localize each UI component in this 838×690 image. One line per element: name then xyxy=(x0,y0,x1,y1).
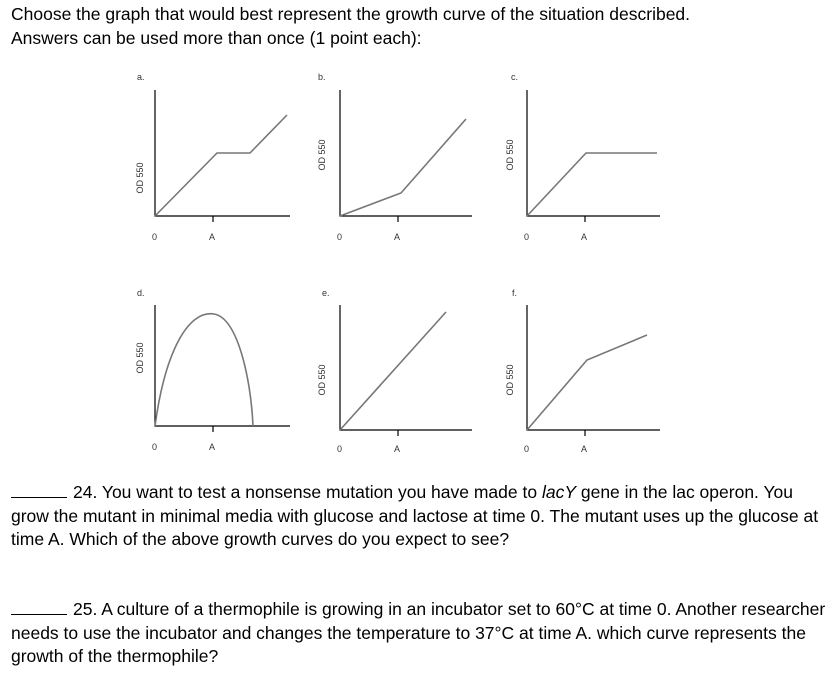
graph-e-curve xyxy=(340,312,446,430)
question-24-number: 24. xyxy=(73,482,98,502)
question-24-answer-blank[interactable] xyxy=(11,481,67,498)
graph-e-axes xyxy=(340,305,472,430)
graph-c-curve xyxy=(527,153,657,216)
graph-d-curve xyxy=(155,314,253,426)
graph-a-time-A-label: A xyxy=(209,232,216,242)
graph-a-curve xyxy=(155,115,287,216)
graph-a-origin-label: 0 xyxy=(152,232,158,242)
question-25-answer-blank[interactable] xyxy=(11,598,67,615)
graph-c xyxy=(505,72,660,242)
graph-e xyxy=(317,288,472,454)
graph-b-label: b. xyxy=(318,72,326,82)
graph-e-label: e. xyxy=(322,288,330,298)
question-25 xyxy=(11,598,826,669)
graph-b-curve xyxy=(340,119,466,216)
instructions-line-2: Answers can be used more than once (1 point each): xyxy=(11,28,422,48)
graph-f-axes xyxy=(527,305,660,430)
graph-c-time-A-label: A xyxy=(581,232,588,242)
graph-c-origin-label: 0 xyxy=(524,232,530,242)
graph-f xyxy=(505,288,660,454)
graph-b xyxy=(317,72,472,242)
graph-a xyxy=(135,72,290,242)
graph-b-origin-label: 0 xyxy=(337,232,343,242)
graph-d-time-A-label: A xyxy=(209,442,216,452)
graph-d-y-axis-label: OD 550 xyxy=(135,342,145,374)
graph-d-label: d. xyxy=(137,288,145,298)
question-24-text-before: You want to test a nonsense mutation you have made to xyxy=(101,482,542,502)
graph-a-y-axis-label: OD 550 xyxy=(135,162,145,194)
graph-d-origin-label: 0 xyxy=(152,442,158,452)
question-25-text: A culture of a thermophile is growing in an incubator set to 60°C at time 0. Another researcher needs to use the incubator and changes the temperature to 37°C at time A. which curve represents the growth of the thermophile? xyxy=(11,599,826,666)
graph-d-axes xyxy=(155,305,290,426)
question-24-text-after: gene in the lac operon. You grow the mutant in minimal media with glucose and lactose at time 0. The mutant uses up the glucose at time A. Which of the above growth curves do you expect to see? xyxy=(11,482,819,549)
graph-f-curve xyxy=(527,335,647,430)
graph-f-origin-label: 0 xyxy=(524,444,530,454)
graph-f-label: f. xyxy=(512,288,518,298)
graph-b-axes xyxy=(340,90,472,216)
instructions-line-1: Choose the graph that would best represent the growth curve of the situation described. xyxy=(11,4,691,24)
graph-c-label: c. xyxy=(511,72,519,82)
question-24 xyxy=(11,481,826,552)
graph-b-time-A-label: A xyxy=(394,232,401,242)
graph-e-time-A-label: A xyxy=(394,444,401,454)
graph-f-time-A-label: A xyxy=(581,444,588,454)
graph-e-y-axis-label: OD 550 xyxy=(317,364,327,396)
graph-e-origin-label: 0 xyxy=(337,444,343,454)
graph-d xyxy=(135,288,290,452)
question-25-number: 25. xyxy=(73,599,98,619)
graph-c-y-axis-label: OD 550 xyxy=(505,139,515,171)
graph-b-y-axis-label: OD 550 xyxy=(317,139,327,171)
question-24-gene: lacY xyxy=(541,482,576,502)
graph-a-label: a. xyxy=(137,72,145,82)
graph-f-y-axis-label: OD 550 xyxy=(505,364,515,396)
